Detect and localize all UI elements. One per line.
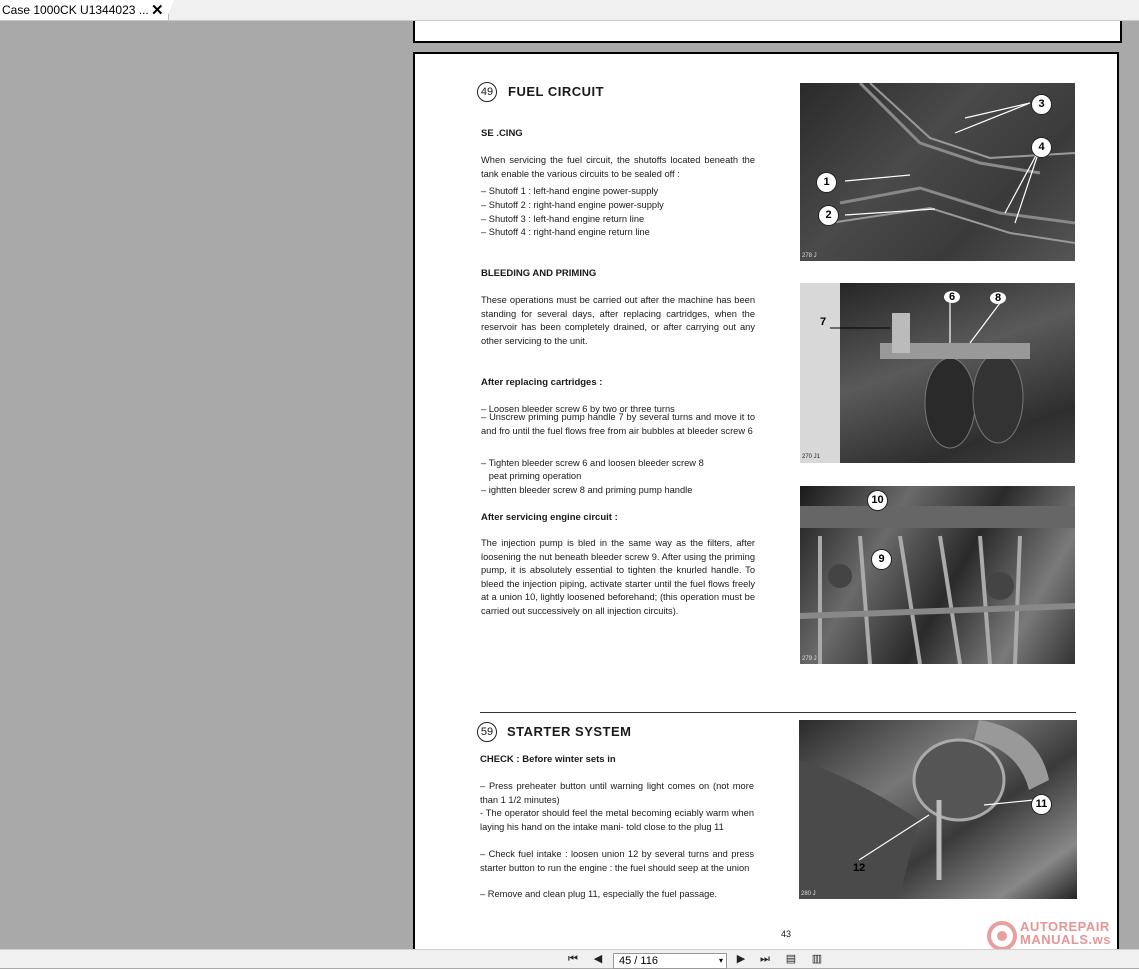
shutoff-item: – Shutoff 2 : right-hand engine power-supply xyxy=(481,200,664,210)
photo-preheater xyxy=(799,720,1077,899)
page-indicator: 45 / 116 xyxy=(619,955,658,967)
photo-injection-pump xyxy=(800,486,1075,664)
section-number-starter: 59 xyxy=(477,722,497,742)
document-page xyxy=(413,52,1119,949)
chevron-down-icon[interactable]: ▾ xyxy=(718,956,723,965)
shutoff-item: – Shutoff 4 : right-hand engine return line xyxy=(481,227,650,237)
bleeding-heading: BLEEDING AND PRIMING xyxy=(481,268,597,279)
callout-8: 8 xyxy=(990,292,1006,304)
section-title-fuel: FUEL CIRCUIT xyxy=(508,84,605,99)
section-number-fuel: 49 xyxy=(477,82,497,102)
callout-7: 7 xyxy=(820,316,827,328)
callout-12: 12 xyxy=(853,862,866,874)
photo-code: 279 J xyxy=(802,656,817,662)
watermark-gear-icon xyxy=(986,920,1018,952)
photo-filters-drawing xyxy=(800,283,1075,463)
cartridge-step: – ightten bleeder screw 8 and priming pump handle xyxy=(481,485,693,495)
callout-11: 11 xyxy=(1031,794,1052,815)
starter-step: – Remove and clean plug 11, especially the fuel passage. xyxy=(480,889,718,899)
bleeding-intro: These operations must be carried out after the machine has been standing for several days, after replacing cartridges, when the reservoir has been completely drained, or after carrying out any other servicing to the unit. xyxy=(481,295,755,346)
previous-page-bottom xyxy=(413,21,1122,43)
first-page-icon[interactable]: ⏮ xyxy=(568,953,578,965)
watermark-line2: MANUALS.ws xyxy=(1020,932,1111,947)
section-divider xyxy=(480,712,1076,713)
callout-2: 2 xyxy=(818,205,839,226)
photo-injection-pump-drawing xyxy=(800,486,1075,664)
photo-code: 278 J xyxy=(802,253,817,259)
shutoff-item: – Shutoff 3 : left-hand engine return line xyxy=(481,214,645,224)
shutoff-item: – Shutoff 1 : left-hand engine power-supply xyxy=(481,186,659,196)
photo-code: 280 J xyxy=(801,891,816,897)
callout-4: 4 xyxy=(1031,137,1052,158)
cartridge-step: – Unscrew priming pump handle 7 by several turns and move it to and fro until the fuel flows free from air bubbles at bleeder screw 6 xyxy=(481,412,755,436)
starter-step: – Press preheater button until warning light comes on (not more than 1 1/2 minutes) xyxy=(480,781,754,805)
tab-bar xyxy=(0,0,1139,21)
close-icon[interactable]: ✕ xyxy=(151,2,164,19)
callout-3: 3 xyxy=(1031,94,1052,115)
callout-9: 9 xyxy=(871,549,892,570)
starter-step: – Check fuel intake : loosen union 12 by several turns and press starter button to run the engine : the fuel should seep at the union xyxy=(480,849,754,873)
next-page-icon[interactable]: ▶ xyxy=(736,953,746,965)
page-number: 43 xyxy=(781,929,792,939)
cartridge-step: – Loosen bleeder screw 6 by two or three turns xyxy=(481,404,675,414)
tab-title: Case 1000CK U1344023 ... xyxy=(2,3,149,17)
sealing-heading: SE .CING xyxy=(481,128,523,139)
engine-text: The injection pump is bled in the same way as the filters, after loosening the nut beneath bleeder screw 9. After using the priming pump, it is absolutely essential to tighten the knurled handle. To bleed the injection piping, activate starter until the fuel flows freely at a union 10, lightly loosened beforehand; (this operation must be carried out successively on all injection circuits). xyxy=(481,538,755,616)
section-title-starter: STARTER SYSTEM xyxy=(507,724,632,739)
last-page-icon[interactable]: ⏭ xyxy=(760,953,770,965)
watermark-line1: AUTOREPAIR xyxy=(1020,919,1110,934)
cartridge-step: – Tighten bleeder screw 6 and loosen bleeder screw 8 xyxy=(481,458,704,468)
cartridge-step: peat priming operation xyxy=(481,471,582,481)
photo-code: 270 J1 xyxy=(802,454,821,460)
document-tab[interactable] xyxy=(0,0,169,20)
document-viewer[interactable] xyxy=(0,21,1139,949)
after-cartridges-heading: After replacing cartridges : xyxy=(481,377,603,388)
callout-6: 6 xyxy=(944,291,960,303)
after-engine-heading: After servicing engine circuit : xyxy=(481,512,618,523)
starter-step: - The operator should feel the metal becoming eciably warm when laying his hand on the intake mani- told close to the plug 11 xyxy=(480,808,754,832)
callout-10: 10 xyxy=(867,490,888,511)
previous-page-icon[interactable]: ◀ xyxy=(593,953,603,965)
view-mode-icon[interactable]: ▥ xyxy=(811,953,823,965)
sealing-intro: When servicing the fuel circuit, the shutoffs located beneath the tank enable the various circuits to be sealed off : xyxy=(481,155,755,179)
photo-filters xyxy=(800,283,1075,463)
tab-edge xyxy=(166,0,174,20)
check-heading: CHECK : Before winter sets in xyxy=(480,754,616,765)
navigation-toolbar xyxy=(0,949,1139,968)
callout-1: 1 xyxy=(816,172,837,193)
photo-fuel-shutoffs xyxy=(800,83,1075,261)
page-layout-icon[interactable]: ▤ xyxy=(785,953,797,965)
watermark-text xyxy=(1020,920,1111,946)
